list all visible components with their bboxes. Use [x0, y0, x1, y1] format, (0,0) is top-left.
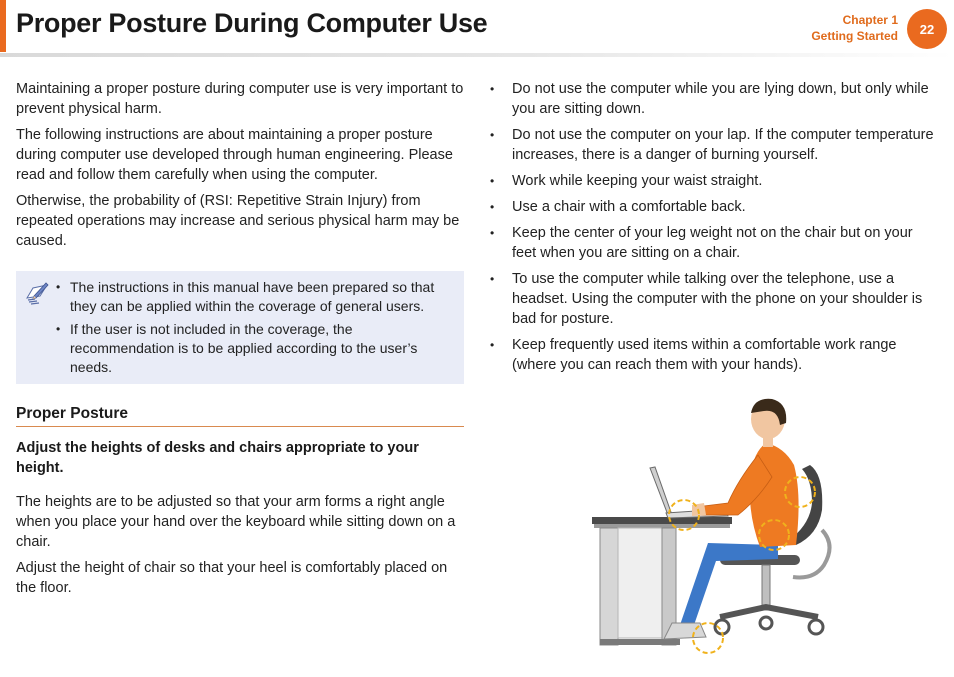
bullet-item: • Use a chair with a comfortable back.	[490, 197, 938, 217]
bullet-item: • Do not use the computer while you are lying down, but only while you are sitting down.	[490, 79, 938, 119]
posture-illustration	[588, 395, 838, 657]
note-item: • If the user is not included in the coverage, the recommendation is to be applied according to the user’s needs.	[56, 320, 456, 377]
desk-edge	[594, 524, 730, 528]
body-paragraph: The heights are to be adjusted so that your arm forms a right angle when you place your hand over the keyboard while sitting down on a chair.	[16, 494, 456, 550]
left-column	[16, 79, 464, 604]
bullet-item: • Keep the center of your leg weight not on the chair but on your feet when you are sitting on a chair.	[490, 223, 938, 263]
chair-wheel	[809, 620, 823, 634]
body-paragraph: Adjust the height of chair so that your heel is comfortably placed on the floor.	[16, 560, 448, 596]
header-divider	[0, 53, 954, 57]
chapter-name: Getting Started	[811, 29, 898, 43]
chapter-label	[811, 12, 898, 44]
chair-column	[762, 565, 770, 610]
chair-wheel	[760, 617, 772, 629]
highlight-circle	[693, 623, 723, 653]
note-box	[16, 271, 464, 384]
right-column	[490, 79, 938, 381]
bullet-item: • Do not use the computer on your lap. If the computer temperature increases, there is a danger of burning yourself.	[490, 125, 938, 165]
desk-base	[600, 639, 680, 645]
intro-paragraph: Maintaining a proper posture during computer use is very important to prevent physical harm.	[16, 81, 464, 117]
page-number-badge: 22	[907, 9, 947, 49]
section-subheading: Adjust the heights of desks and chairs appropriate to your height.	[16, 440, 419, 476]
desk-left-panel	[600, 528, 618, 645]
page-header	[0, 0, 954, 56]
bullet-item: • To use the computer while talking over the telephone, use a headset. Using the computer with the phone on your shoulder is bad for posture.	[490, 269, 938, 329]
desk-modesty-panel	[618, 528, 662, 638]
desk-top	[592, 517, 732, 524]
chapter-number: Chapter 1	[842, 13, 898, 27]
intro-paragraph: Otherwise, the probability of (RSI: Repetitive Strain Injury) from repeated operations may increase and serious physical harm may be caused.	[16, 193, 460, 249]
section-heading: Proper Posture	[16, 405, 464, 427]
person-shoes	[664, 623, 706, 639]
intro-paragraph: The following instructions are about maintaining a proper posture during computer use developed through human engineering. Please read and follow them carefully when using the computer.	[16, 127, 453, 183]
bullet-item: • Keep frequently used items within a comfortable work range (where you can reach them with your hands).	[490, 335, 938, 375]
note-pencil-icon	[25, 281, 49, 305]
note-item: • The instructions in this manual have been prepared so that they can be applied within the coverage of general users.	[56, 278, 456, 316]
bullet-item: • Work while keeping your waist straight.	[490, 171, 938, 191]
laptop-screen	[650, 467, 672, 515]
title-accent-bar	[0, 0, 6, 52]
chair-legs	[720, 607, 818, 617]
page-title: Proper Posture During Computer Use	[16, 8, 488, 38]
